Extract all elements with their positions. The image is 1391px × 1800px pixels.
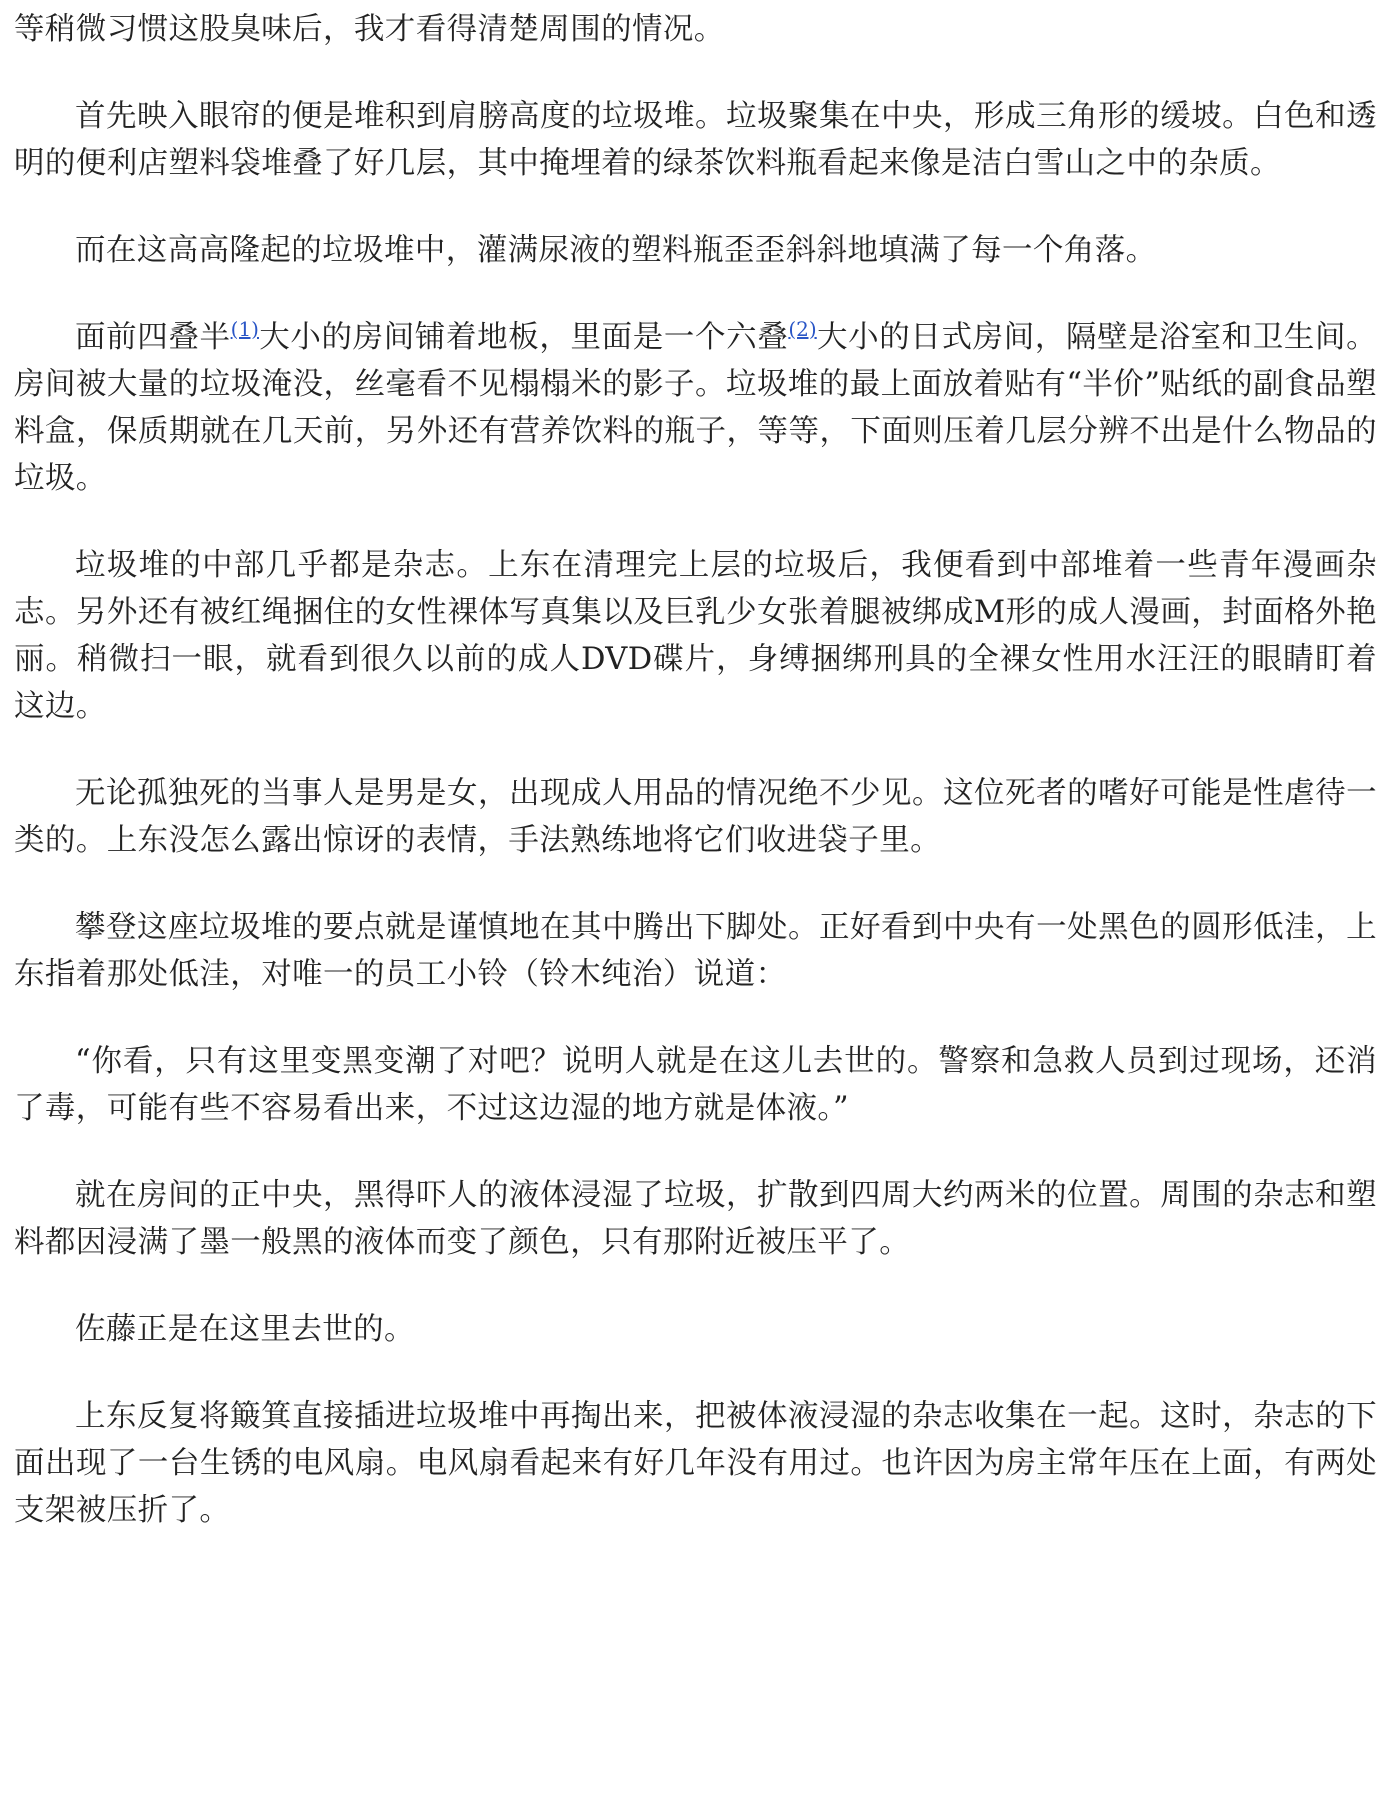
- paragraph-5: 垃圾堆的中部几乎都是杂志。上东在清理完上层的垃圾后，我便看到中部堆着一些青年漫画杂志。另外还有被红绳捆住的女性裸体写真集以及巨乳少女张着腿被绑成M形的成人漫画，封面格外艳丽。稍微扫一眼，就看到很久以前的成人DVD碟片，身缚捆绑刑具的全裸女性用水汪汪的眼睛盯着这边。: [14, 548, 1377, 724]
- footnote-link-2[interactable]: (2): [788, 317, 817, 341]
- paragraph-3: 而在这高高隆起的垃圾堆中，灌满尿液的塑料瓶歪歪斜斜地填满了每一个角落。: [75, 233, 1157, 268]
- paragraph-2: 首先映入眼帘的便是堆积到肩膀高度的垃圾堆。垃圾聚集在中央，形成三角形的缓坡。白色和透明的便利店塑料袋堆叠了好几层，其中掩埋着的绿茶饮料瓶看起来像是洁白雪山之中的杂质。: [14, 99, 1377, 181]
- paragraph-1: 等稍微习惯这股臭味后，我才看得清楚周围的情况。: [14, 12, 725, 47]
- paragraph-10: 佐藤正是在这里去世的。: [75, 1312, 415, 1347]
- paragraph-6: 无论孤独死的当事人是男是女，出现成人用品的情况绝不少见。这位死者的嗜好可能是性虐待一类的。上东没怎么露出惊讶的表情，手法熟练地将它们收进袋子里。: [14, 776, 1377, 858]
- footnote-link-1[interactable]: (1): [230, 317, 259, 341]
- paragraph-11: 上东反复将簸箕直接插进垃圾堆中再掏出来，把被体液浸湿的杂志收集在一起。这时，杂志的下面出现了一台生锈的电风扇。电风扇看起来有好几年没有用过。也许因为房主常年压在上面，有两处支架被压折了。: [14, 1399, 1377, 1528]
- paragraph-4: [14, 314, 1377, 502]
- paragraph-4-text-a: 面前四叠半: [75, 320, 231, 355]
- paragraph-7: 攀登这座垃圾堆的要点就是谨慎地在其中腾出下脚处。正好看到中央有一处黑色的圆形低洼，上东指着那处低洼，对唯一的员工小铃（铃木纯治）说道：: [14, 910, 1377, 992]
- paragraph-9: 就在房间的正中央，黑得吓人的液体浸湿了垃圾，扩散到四周大约两米的位置。周围的杂志和塑料都因浸满了墨一般黑的液体而变了颜色，只有那附近被压平了。: [14, 1178, 1377, 1260]
- paragraph-4-text-c: 大小的日式房间，隔壁是浴室和卫生间。房间被大量的垃圾淹没，丝毫看不见榻榻米的影子。垃圾堆的最上面放着贴有“半价”贴纸的副食品塑料盒，保质期就在几天前，另外还有营养饮料的瓶子，等等，下面则压着几层分辨不出是什么物品的垃圾。: [14, 320, 1377, 496]
- paragraph-4-text-b: 大小的房间铺着地板，里面是一个六叠: [258, 320, 789, 355]
- paragraph-8: “你看，只有这里变黑变潮了对吧？说明人就是在这儿去世的。警察和急救人员到过现场，还消了毒，可能有些不容易看出来，不过这边湿的地方就是体液。”: [14, 1044, 1377, 1126]
